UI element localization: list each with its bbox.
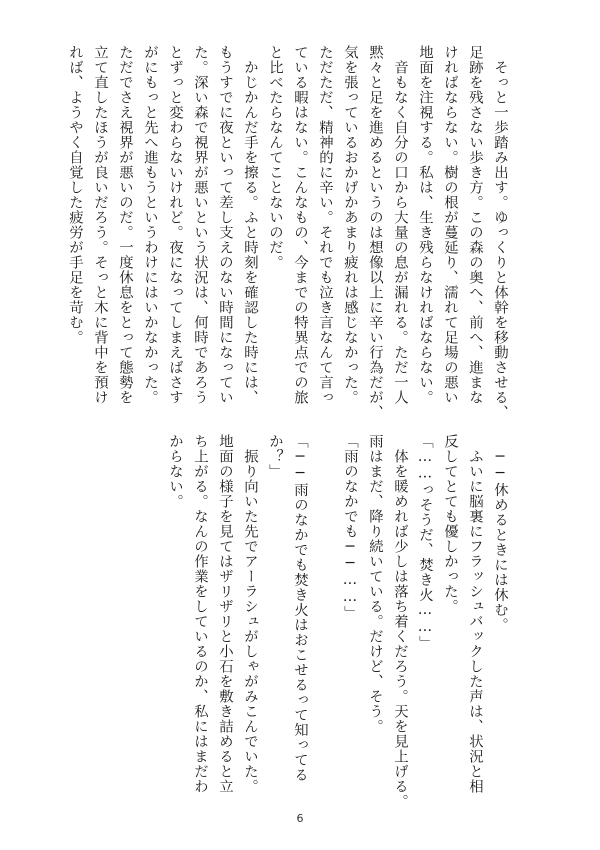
text-line: ふいに脳裏にフラッシュバックした声は、状況と相 xyxy=(467,434,483,794)
text-line: 反してとても優しかった。 xyxy=(442,434,458,614)
text-line: 「……っそうだ、焚き火……」 xyxy=(417,434,433,651)
text-line: もうすでに夜といって差し支えのない時間になってい xyxy=(217,45,233,405)
text-line: ければならない。樹の根が蔓延り、濡れて足場の悪い xyxy=(442,45,458,405)
text-line: た。深い森で視界が悪いという状況は、何時であろう xyxy=(192,45,208,405)
upper-text-block xyxy=(67,45,512,420)
text-line: ている暇はない。こんなもの、今までの特異点での旅 xyxy=(292,45,308,405)
text-line: 足跡を残さない歩き方。この森の奥へ、前へ、進まな xyxy=(467,45,483,405)
text-line: と比べたらなんてことないのだ。 xyxy=(267,45,283,270)
text-line: そっと一歩踏み出す。ゆっくりと体幹を移動させる、 xyxy=(492,45,508,420)
text-line: 雨はまだ、降り続いている。だけど、そう。 xyxy=(367,434,383,734)
text-line: 気を張っているおかげかあまり疲れは感じなかった。 xyxy=(342,45,358,405)
text-line: 振り向いた先でアーラシュがしゃがみこんでいた。 xyxy=(242,434,258,794)
page-number: 6 xyxy=(296,812,304,825)
text-line: ただでさえ視界が悪いのだ。一度休息をとって態勢を xyxy=(117,45,133,405)
text-line: ──休めるときには休む。 xyxy=(492,434,508,633)
text-line: 体を暖めれば少しは落ち着くだろう。天を見上げる。 xyxy=(392,434,408,809)
text-line: か？」 xyxy=(267,434,283,479)
text-line: 地面の様子を見てはザリザリと小石を敷き詰めると立 xyxy=(217,434,233,794)
text-line: 「──雨のなかでも焚き火はおこせるって知ってる xyxy=(292,434,308,783)
lower-text-block xyxy=(97,434,512,812)
text-line: 黙々と足を進めるというのは想像以上に辛い行為だが、 xyxy=(367,45,383,420)
text-line: ただただ、精神的に辛い。それでも泣き言なんて言っ xyxy=(317,45,333,405)
text-line: 音もなく自分の口から大量の息が漏れる。ただ一人 xyxy=(392,45,408,405)
text-line: 「雨のなかでも──……」 xyxy=(342,434,358,621)
text-line: からない。 xyxy=(167,434,183,509)
text-line: れば、ようやく自覚した疲労が手足を苛む。 xyxy=(67,45,83,345)
text-line: ち上がる。なんの作業をしているのか、私にはまだわ xyxy=(192,434,208,794)
blank-line xyxy=(312,434,337,812)
text-line: とずっと変わらないけれど。夜になってしまえばさす xyxy=(167,45,183,405)
text-line: かじかんだ手を擦る。ふと時刻を確認した時には、 xyxy=(242,45,258,405)
text-line: 立て直したほうが良いだろう。そっと木に背中を預け xyxy=(92,45,108,405)
text-line: がにもっと先へ進もうというわけにはいかなかった。 xyxy=(142,45,158,405)
text-line: 地面を注視する。私は、生き残らなければならない。 xyxy=(417,45,433,405)
